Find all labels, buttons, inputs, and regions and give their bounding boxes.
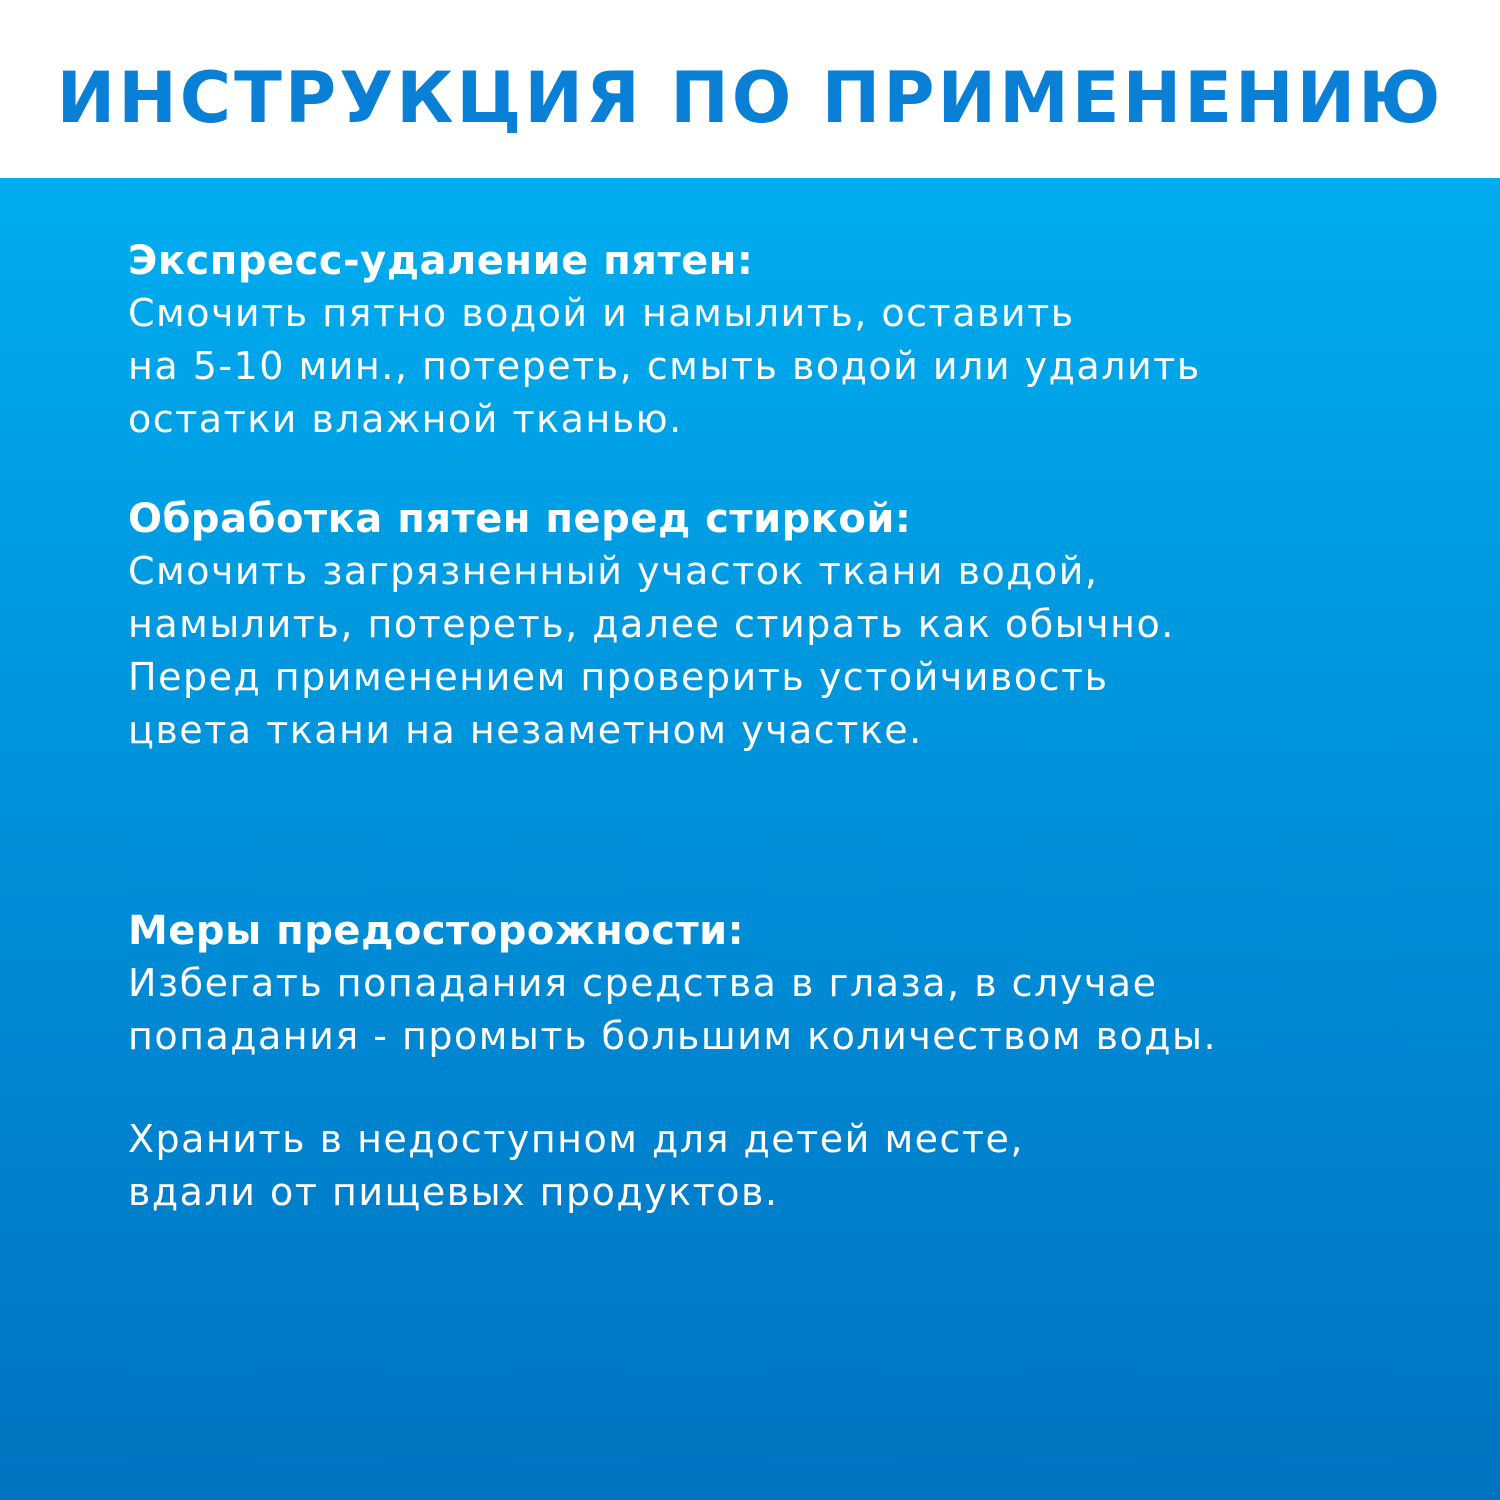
section-text-line: намылить, потереть, далее стирать как обычно. (128, 602, 1175, 646)
section-text-line: Смочить загрязненный участок ткани водой, (128, 549, 1099, 593)
page-title: ИНСТРУКЦИЯ ПО ПРИМЕНЕНИЮ (56, 57, 1444, 139)
section-text-line: цвета ткани на незаметном участке. (128, 708, 923, 752)
section-heading: Обработка пятен перед стиркой: (128, 496, 912, 542)
section-heading: Меры предосторожности: (128, 908, 745, 954)
section-text-line: Хранить в недоступном для детей месте, (128, 1117, 1024, 1161)
section-text-line: на 5-10 мин., потереть, смыть водой или удалить (128, 344, 1201, 388)
section-text-line: Перед применением проверить устойчивость (128, 655, 1109, 699)
section-heading: Экспресс-удаление пятен: (128, 238, 754, 284)
header (0, 0, 1500, 178)
section-express-stain-removal (128, 235, 1458, 446)
section-pre-wash-treatment (128, 493, 1458, 757)
section-text-line: вдали от пищевых продуктов. (128, 1170, 779, 1214)
section-text-line: остатки влажной тканью. (128, 397, 683, 441)
section-storage (128, 1113, 1458, 1219)
section-text-line: попадания - промыть большим количеством воды. (128, 1014, 1218, 1058)
section-text-line: Смочить пятно водой и намылить, оставить (128, 291, 1075, 335)
section-precautions (128, 905, 1458, 1063)
section-text-line: Избегать попадания средства в глаза, в случае (128, 961, 1158, 1005)
